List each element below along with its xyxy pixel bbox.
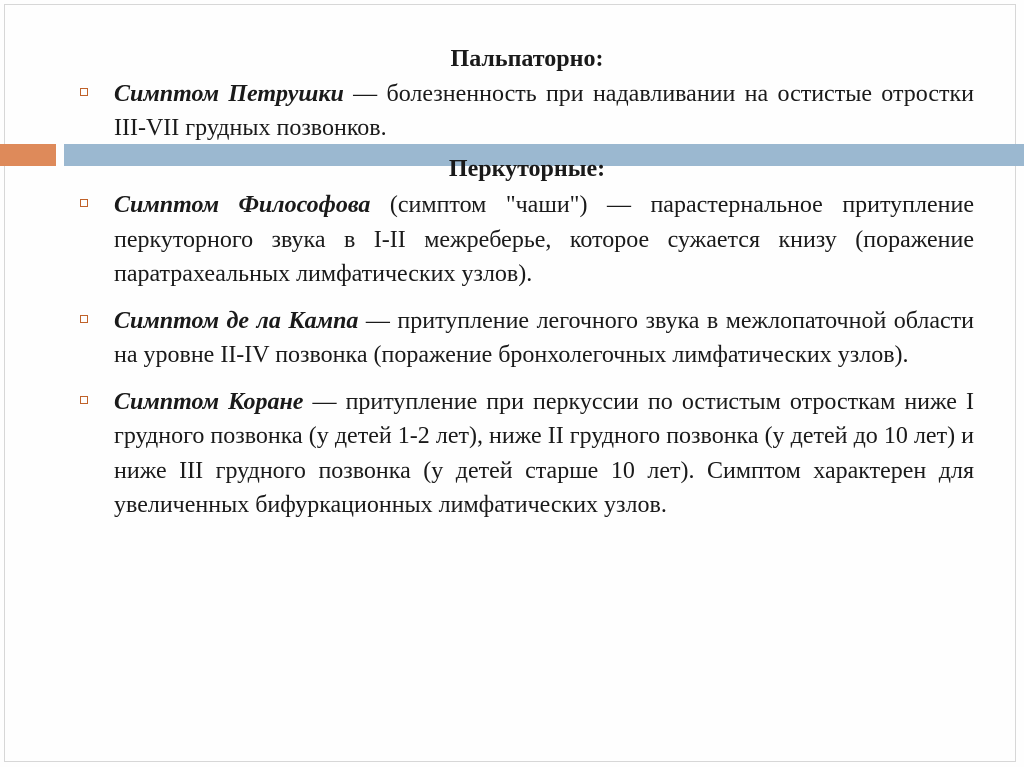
list-item-petrushka xyxy=(80,77,974,146)
symptom-description: — притупление легочного звука в межлопаточной области на уровне II-IV позвонка (поражение бронхолегочных лимфатических узлов). xyxy=(114,307,975,368)
list-item-korane xyxy=(80,385,974,523)
heading-percussion: Перкуторные: xyxy=(448,155,606,182)
symptom-description: — болезненность при надавливании на остистые отростки III-VII грудных позвонков. xyxy=(114,80,974,141)
square-bullet-icon xyxy=(80,199,88,207)
symptom-term: Симптом Петрушки xyxy=(114,80,344,107)
symptom-description: (симптом "чаши") — парастернальное притупление перкуторного звука в I-II межреберье, которое сужается книзу (поражение паратрахеальных лимфатических узлов). xyxy=(114,192,974,287)
symptom-term: Симптом Коране xyxy=(114,388,304,415)
symptom-description: — притупление при перкуссии по остистым отросткам ниже I грудного позвонка (у детей 1-2 лет), ниже II грудного позвонка (у детей до 10 лет) и ниже III грудного позвонка (у детей старше 10 лет). Симптом характерен для увеличенных бифуркационных лимфатических узлов. xyxy=(114,388,974,518)
accent-bar-orange xyxy=(0,144,56,166)
square-bullet-icon xyxy=(80,396,88,404)
list-item-filosofov xyxy=(80,188,974,292)
symptom-term: Симптом де ла Кампа xyxy=(114,307,359,334)
square-bullet-icon xyxy=(80,88,88,96)
heading-palpation: Пальпаторно: xyxy=(450,46,604,72)
symptom-term: Симптом Философова xyxy=(114,192,371,218)
list-item-de-la-kampa xyxy=(80,304,974,373)
slide-content xyxy=(80,42,974,535)
square-bullet-icon xyxy=(80,315,88,323)
